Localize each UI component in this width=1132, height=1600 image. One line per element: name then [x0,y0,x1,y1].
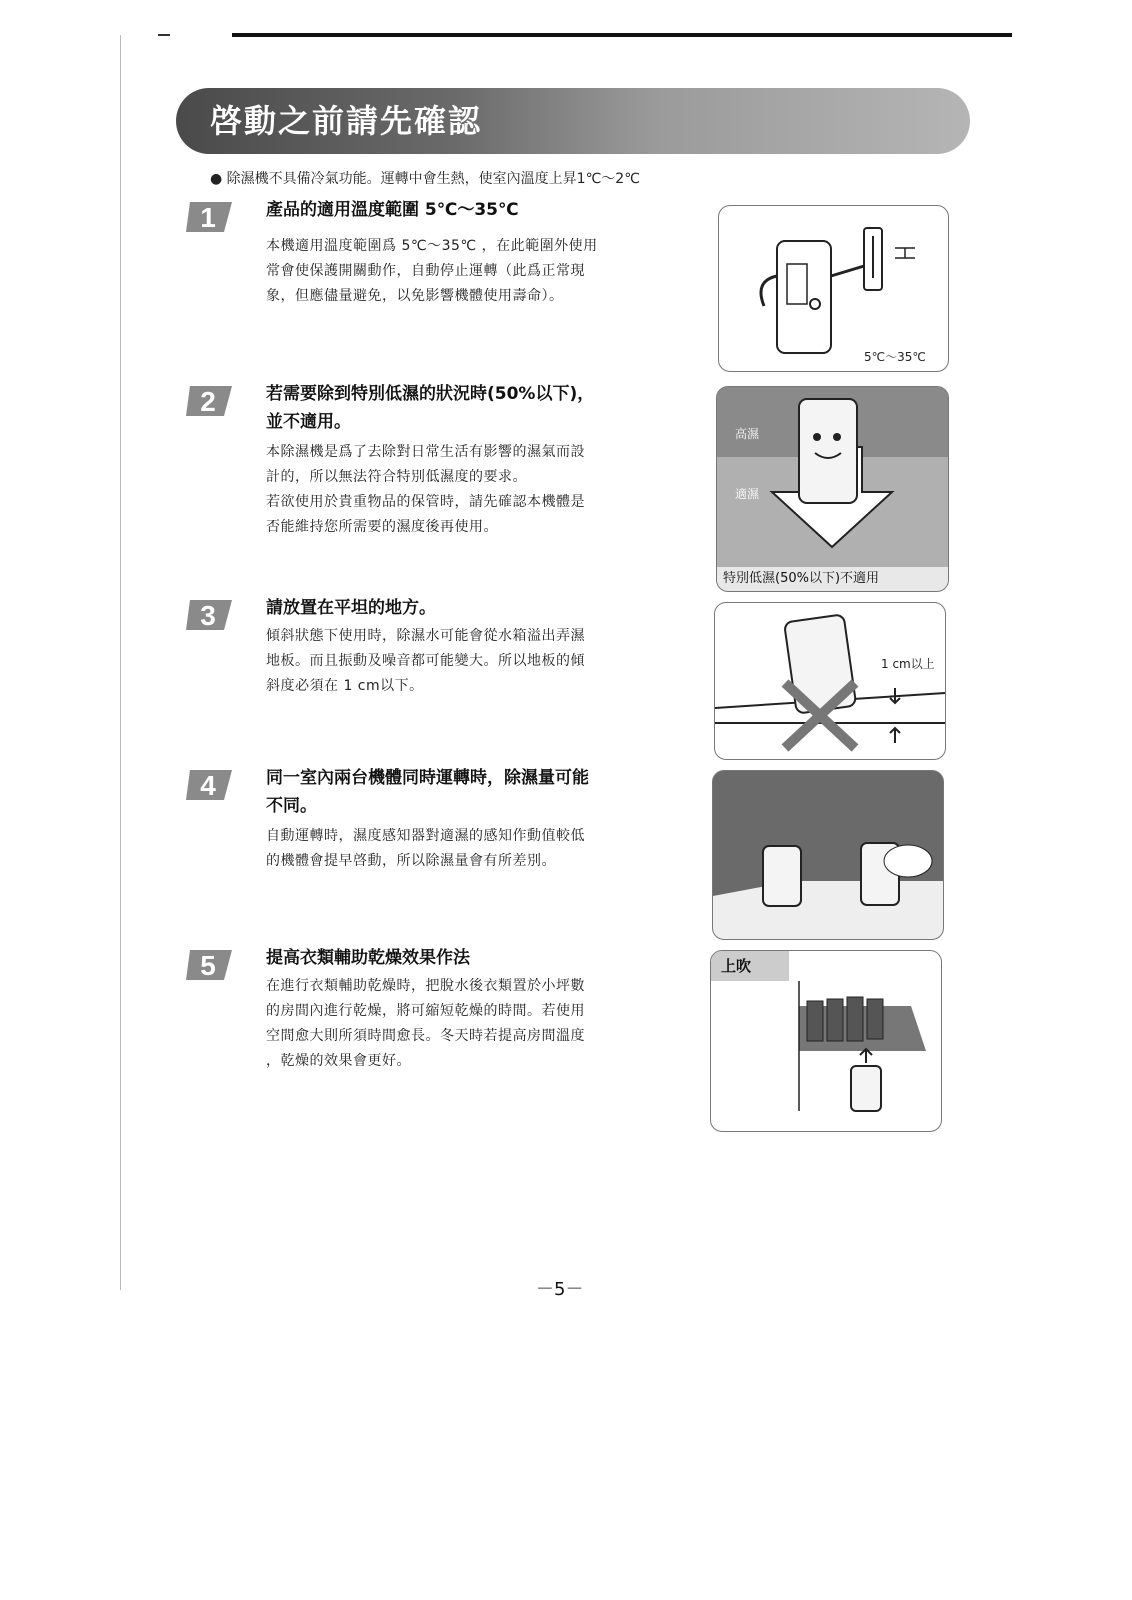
step-5-heading: 提高衣類輔助乾燥效果作法 [266,948,470,968]
dehumidifier-thermometer-icon [719,206,948,371]
step-2-caption: 特別低濕(50%以下)不適用 [723,571,880,586]
step-3-heading: 請放置在平坦的地方。 [266,598,436,618]
clothes-drying-icon [711,951,941,1131]
step-4-badge [186,766,242,804]
step-2-illustration [716,386,949,592]
step-3-badge [186,596,242,634]
page-number: －5－ [536,1279,584,1300]
step-2-line-1: 本除濕機是爲了去除對日常生活有影響的濕氣而設 [266,444,585,460]
step-4-line-2: 的機體會提早啓動，所以除濕量會有所差別。 [266,853,556,869]
step-5-line-2: 的房間內進行乾燥，將可縮短乾燥的時間。若使用 [266,1003,585,1019]
step-1-caption: 5℃～35℃ [864,350,926,364]
step-4-line-1: 自動運轉時，濕度感知器對適濕的感知作動值較低 [266,828,585,844]
step-2-heading [266,380,594,436]
step-2-line-2: 計的，所以無法符合特別低濕度的要求。 [266,469,527,485]
step-3-illustration [714,602,946,760]
step-4-heading-line-1: 同一室內兩台機體同時運轉時，除濕量可能 [266,768,589,788]
step-3-number: 3 [200,600,216,631]
step-4-number: 4 [200,770,216,801]
page-title: 啓動之前請先確認 [210,102,483,140]
step-1-body [266,234,598,309]
two-dehumidifiers-room-icon [713,771,943,939]
tilted-floor-icon [715,603,945,759]
step-3-caption: 1 cm以上 [881,657,935,671]
step-5-line-3: 空間愈大則所須時間愈長。冬天時若提高房間溫度 [266,1028,585,1044]
step-3-line-1: 傾斜狀態下使用時，除濕水可能會從水箱溢出弄濕 [266,628,585,644]
step-5-line-4: ，乾燥的效果會更好。 [266,1053,411,1069]
step-3-body [266,624,585,699]
step-3-line-3: 斜度必須在 1 cm以下。 [266,678,424,694]
step-2-line-3: 若欲使用於貴重物品的保管時，請先確認本機體是 [266,494,585,510]
step-5-caption: 上吹 [721,957,752,975]
step-4-illustration [712,770,944,940]
intro-note: ● 除濕機不具備冷氣功能。運轉中會生熱，使室內溫度上昇1℃～2℃ [210,171,640,187]
step-2-body [266,440,585,540]
high-humidity-label: 高濕 [735,427,760,441]
step-5-body [266,974,585,1074]
step-2-number: 2 [200,386,216,417]
step-5-number: 5 [200,950,216,981]
step-4-body [266,824,585,874]
step-1-number: 1 [200,202,216,233]
step-2-heading-line-1: 若需要除到特別低濕的狀況時(50%以下)， [266,384,595,404]
top-dash [158,34,170,36]
step-2-heading-line-2: 並不適用。 [266,412,351,432]
step-1-line-1: 本機適用溫度範圍爲 5℃～35℃ ，在此範圍外使用 [266,238,598,254]
left-edge [120,35,121,1290]
step-2-line-4: 否能維持您所需要的濕度後再使用。 [266,519,498,535]
top-rule [232,33,1012,37]
step-1-illustration [718,205,949,372]
step-5-line-1: 在進行衣類輔助乾燥時，把脫水後衣類置於小坪數 [266,978,585,994]
step-1-line-2: 常會使保護開關動作，自動停止運轉（此爲正常現 [266,263,585,279]
step-2-badge [186,382,242,420]
step-5-badge [186,946,242,984]
step-1-badge [186,198,242,236]
step-4-heading-line-2: 不同。 [266,796,317,816]
step-1-heading: 產品的適用溫度範圍 5℃～35℃ [266,200,519,220]
step-5-illustration [710,950,942,1132]
step-1-line-3: 象，但應儘量避免，以免影響機體使用壽命）。 [266,288,564,304]
step-4-heading [266,764,589,820]
proper-humidity-label: 適濕 [735,487,760,501]
step-3-line-2: 地板。而且振動及噪音都可能變大。所以地板的傾 [266,653,585,669]
